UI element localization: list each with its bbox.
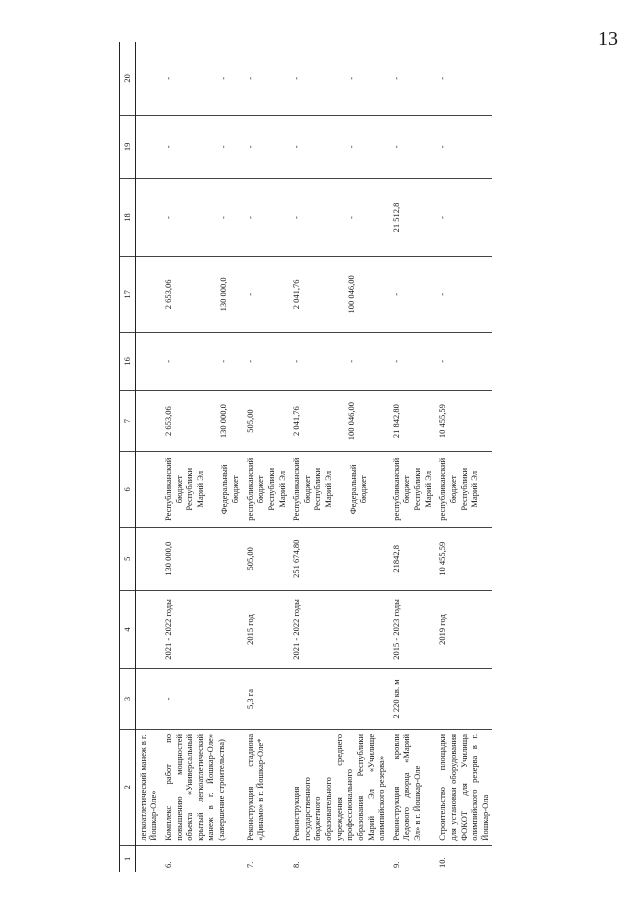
amount-value: - — [345, 76, 356, 80]
amount-value: - — [217, 216, 228, 219]
rotated-table — [119, 42, 629, 872]
cost-cell: 130 000,0 — [161, 527, 243, 590]
capacity-cell: 2 220 кв. м — [389, 668, 436, 729]
amount-value: 130 000,0 — [217, 277, 228, 312]
year-cell — [389, 115, 436, 178]
amount-value: - — [162, 76, 173, 80]
year-cell — [289, 179, 389, 257]
year-cell — [435, 115, 492, 178]
object-name: Реконструкция государственного бюджетного образовательного учреждения среднего профессионального образования Республики Марий Эл «Училище олимпийского резерва» — [289, 729, 389, 845]
year-cell — [161, 179, 243, 257]
year-cell — [435, 332, 492, 391]
total-cell — [289, 391, 389, 452]
column-header: 17 — [120, 257, 136, 333]
amount-value: 21 512,8 — [390, 202, 401, 233]
capacity-cell — [435, 668, 492, 729]
amount-value: - — [162, 359, 173, 363]
row-number: 10. — [437, 857, 448, 868]
year-cell — [243, 332, 290, 391]
cost-cell: 505,00 — [243, 527, 290, 590]
table-row — [435, 42, 492, 872]
amount-value: - — [244, 359, 255, 363]
amount-value: - — [291, 145, 302, 149]
year-cell — [243, 115, 290, 178]
column-header: 1 — [120, 845, 136, 872]
page-number: 13 — [598, 28, 618, 50]
row-number: 8. — [291, 861, 302, 868]
funding-source: Республиканский бюджет Республики Марий Эл — [162, 457, 205, 521]
year-cell — [389, 332, 436, 391]
period-cell: 2021 - 2022 годы — [289, 590, 389, 668]
table-row — [161, 42, 243, 872]
object-name: Строительство площадки для установки оборудования ФОКОТ для Училища олимпийского резерва в г. Йошкар-Ола — [435, 729, 492, 845]
cost-cell: 251 674,80 — [289, 527, 389, 590]
amount-value: 2 041,76 — [291, 406, 302, 436]
source-cell — [161, 452, 243, 528]
total-cell — [435, 391, 492, 452]
amount-value: 10 455,59 — [437, 404, 448, 439]
year-cell — [289, 42, 389, 115]
amount-value: 100 046,00 — [345, 275, 356, 314]
year-cell — [435, 179, 492, 257]
program-table — [119, 42, 492, 872]
cost-cell: 21842,8 — [389, 527, 436, 590]
funding-source: республиканский бюджет Республики Марий Эл — [390, 457, 433, 521]
period-cell: 2015 - 2023 годы — [389, 590, 436, 668]
amount-value: - — [244, 216, 255, 219]
amount-value: - — [345, 216, 356, 219]
year-cell — [243, 179, 290, 257]
capacity-cell: - — [161, 668, 243, 729]
funding-source: Республиканский бюджет Республики Марий Эл — [291, 457, 333, 521]
object-name: Комплекс работ по повышению мощностей объекта «Универсальный крытый легкоатлетический манеж в г. Йошкар-Оле» (завершение строительства) — [161, 729, 243, 845]
total-cell — [161, 391, 243, 452]
column-header: 3 — [120, 668, 136, 729]
period-cell: 2021 - 2022 годы — [161, 590, 243, 668]
year-cell — [389, 42, 436, 115]
amount-value: - — [345, 359, 356, 363]
year-cell — [161, 115, 243, 178]
year-cell — [389, 179, 436, 257]
column-header: 4 — [120, 590, 136, 668]
amount-value: 21 842,80 — [390, 404, 401, 439]
amount-value: 100 046,00 — [345, 401, 356, 441]
amount-value: - — [217, 76, 228, 80]
year-cell — [243, 42, 290, 115]
column-number-row — [120, 42, 136, 872]
source-cell — [243, 452, 290, 528]
continued-name-cell: легкоатлетический манеж в г. Йошкар-Оле» — [135, 729, 161, 845]
column-header: 20 — [120, 42, 136, 115]
amount-value: - — [162, 145, 173, 149]
amount-value: 2 041,76 — [291, 279, 302, 310]
year-cell — [435, 42, 492, 115]
funding-source: Федеральный бюджет — [347, 464, 369, 515]
source-cell — [435, 452, 492, 528]
amount-value: 2 653,06 — [162, 406, 173, 436]
capacity-cell — [289, 668, 389, 729]
row-number: 9. — [390, 861, 401, 868]
table-row — [243, 42, 290, 872]
funding-source: республиканский бюджет Республики Марий Эл — [437, 457, 480, 521]
amount-value: - — [244, 76, 255, 80]
cost-cell: 10 455,59 — [435, 527, 492, 590]
table-row — [289, 42, 389, 872]
year-cell — [161, 257, 243, 333]
year-cell — [289, 115, 389, 178]
column-header: 7 — [120, 391, 136, 452]
column-header: 16 — [120, 332, 136, 391]
funding-source: республиканский бюджет Республики Марий Эл — [244, 457, 287, 521]
year-cell — [289, 332, 389, 391]
year-cell — [389, 257, 436, 333]
amount-value: - — [390, 76, 401, 80]
source-cell — [289, 452, 389, 528]
object-name: Реконструкция стадиона «Динамо» в г. Йошкар-Оле* — [243, 729, 290, 845]
amount-value: - — [162, 216, 173, 219]
column-header: 2 — [120, 729, 136, 845]
amount-value: - — [291, 359, 302, 363]
amount-value: - — [291, 76, 302, 80]
amount-value: - — [345, 145, 356, 149]
row-number: 6. — [162, 861, 173, 868]
amount-value: - — [437, 292, 448, 296]
column-header: 5 — [120, 527, 136, 590]
amount-value: - — [390, 292, 401, 296]
year-cell — [289, 257, 389, 333]
object-name: Реконструкция кровли Ледового дворца «Марий Эл» в г. Йошкар-Оле — [389, 729, 436, 845]
column-header: 19 — [120, 115, 136, 178]
total-cell — [389, 391, 436, 452]
amount-value: - — [217, 359, 228, 363]
total-cell — [243, 391, 290, 452]
year-cell — [435, 257, 492, 333]
amount-value: 2 653,06 — [162, 279, 173, 310]
column-header: 6 — [120, 452, 136, 528]
source-cell — [389, 452, 436, 528]
column-header: 18 — [120, 179, 136, 257]
amount-value: - — [291, 216, 302, 219]
amount-value: - — [217, 145, 228, 149]
year-cell — [243, 257, 290, 333]
amount-value: 505,00 — [244, 409, 255, 433]
amount-value: 130 000,0 — [217, 404, 228, 439]
amount-value: - — [244, 145, 255, 149]
amount-value: - — [244, 292, 255, 296]
amount-value: - — [390, 145, 401, 149]
amount-value: - — [437, 76, 448, 80]
funding-source: Федеральный бюджет — [219, 464, 240, 515]
amount-value: - — [437, 216, 448, 219]
amount-value: - — [437, 359, 448, 363]
table-row — [389, 42, 436, 872]
table-row-continued — [135, 42, 161, 872]
row-number: 7. — [244, 861, 255, 868]
period-cell: 2015 год — [243, 590, 290, 668]
period-cell: 2019 год — [435, 590, 492, 668]
year-cell — [161, 42, 243, 115]
capacity-cell: 5,3 га — [243, 668, 290, 729]
amount-value: - — [390, 359, 401, 363]
year-cell — [161, 332, 243, 391]
amount-value: - — [437, 145, 448, 149]
